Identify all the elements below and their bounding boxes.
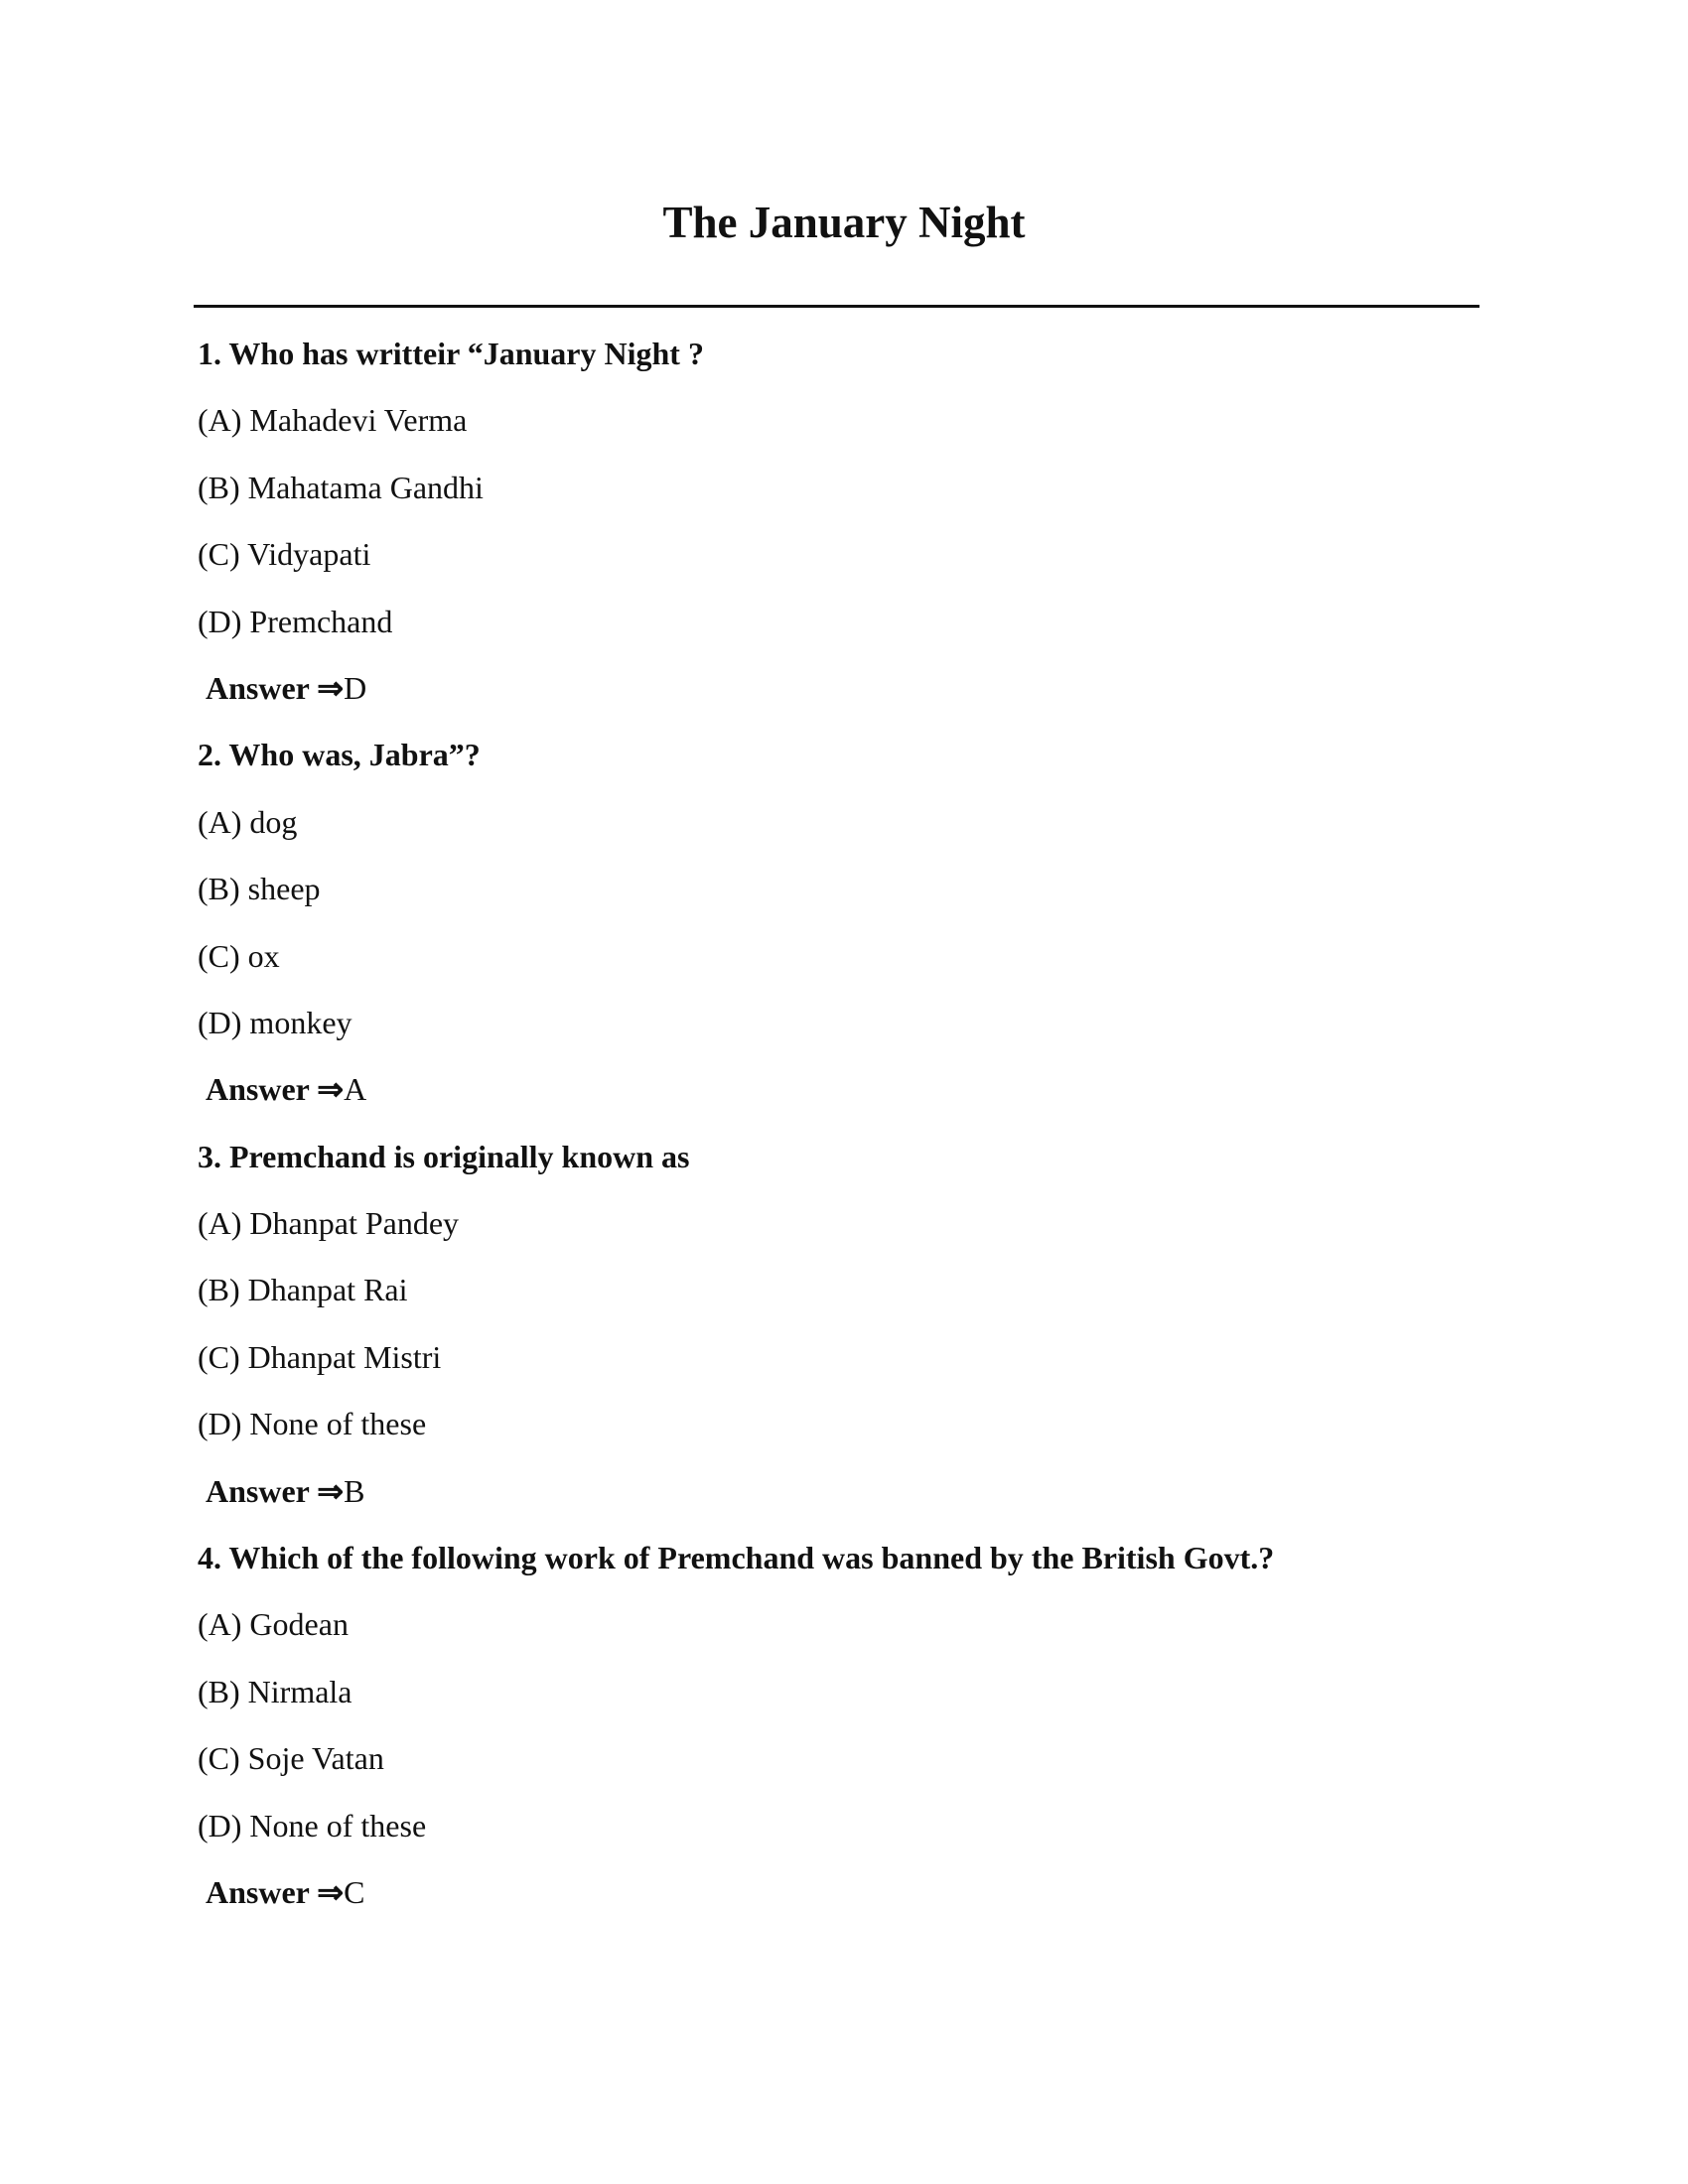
answer-option: (D) None of these xyxy=(198,1807,427,1843)
answer-option: (D) None of these xyxy=(198,1406,427,1442)
answer-option: (B) Mahatama Gandhi xyxy=(198,469,484,505)
answer-option: (B) Dhanpat Rai xyxy=(198,1272,408,1308)
question-text: 4. Which of the following work of Premchand was banned by the British Govt.? xyxy=(198,1540,1275,1576)
title-divider xyxy=(194,305,1479,308)
answer-option: (C) ox xyxy=(198,937,280,974)
answer-option: (A) Mahadevi Verma xyxy=(198,402,468,439)
answer-value: D xyxy=(344,669,367,706)
answer-option: (C) Dhanpat Mistri xyxy=(198,1338,442,1375)
answer-value: B xyxy=(344,1472,365,1509)
answer-label: Answer ⇒ xyxy=(206,1472,345,1509)
answer-label: Answer ⇒ xyxy=(206,1873,345,1910)
question-block xyxy=(198,325,1488,726)
page-title: The January Night xyxy=(662,198,1026,247)
question-text: 3. Premchand is originally known as xyxy=(198,1138,690,1174)
answer-option: (B) sheep xyxy=(198,871,321,907)
answer-label: Answer ⇒ xyxy=(206,1071,345,1108)
question-block xyxy=(198,1128,1488,1529)
answer-value: A xyxy=(344,1071,367,1108)
answer-option: (B) Nirmala xyxy=(198,1673,352,1709)
question-block xyxy=(198,726,1488,1127)
answer-line xyxy=(198,1462,1488,1529)
answer-line xyxy=(198,1863,1488,1930)
answer-option: (C) Soje Vatan xyxy=(198,1740,384,1777)
answer-value: C xyxy=(344,1873,365,1910)
answer-label: Answer ⇒ xyxy=(206,669,345,706)
question-block xyxy=(198,1529,1488,1930)
answer-line xyxy=(198,659,1488,726)
answer-line xyxy=(198,1060,1488,1127)
question-list xyxy=(198,325,1488,1930)
answer-option: (D) monkey xyxy=(198,1004,352,1040)
answer-option: (C) Vidyapati xyxy=(198,536,371,573)
answer-option: (A) dog xyxy=(198,803,298,840)
answer-option: (D) Premchand xyxy=(198,603,393,639)
answer-option: (A) Dhanpat Pandey xyxy=(198,1205,460,1242)
question-text: 1. Who has writteir “January Night ? xyxy=(198,336,704,371)
question-text: 2. Who was, Jabra”? xyxy=(198,737,481,773)
answer-option: (A) Godean xyxy=(198,1606,349,1643)
